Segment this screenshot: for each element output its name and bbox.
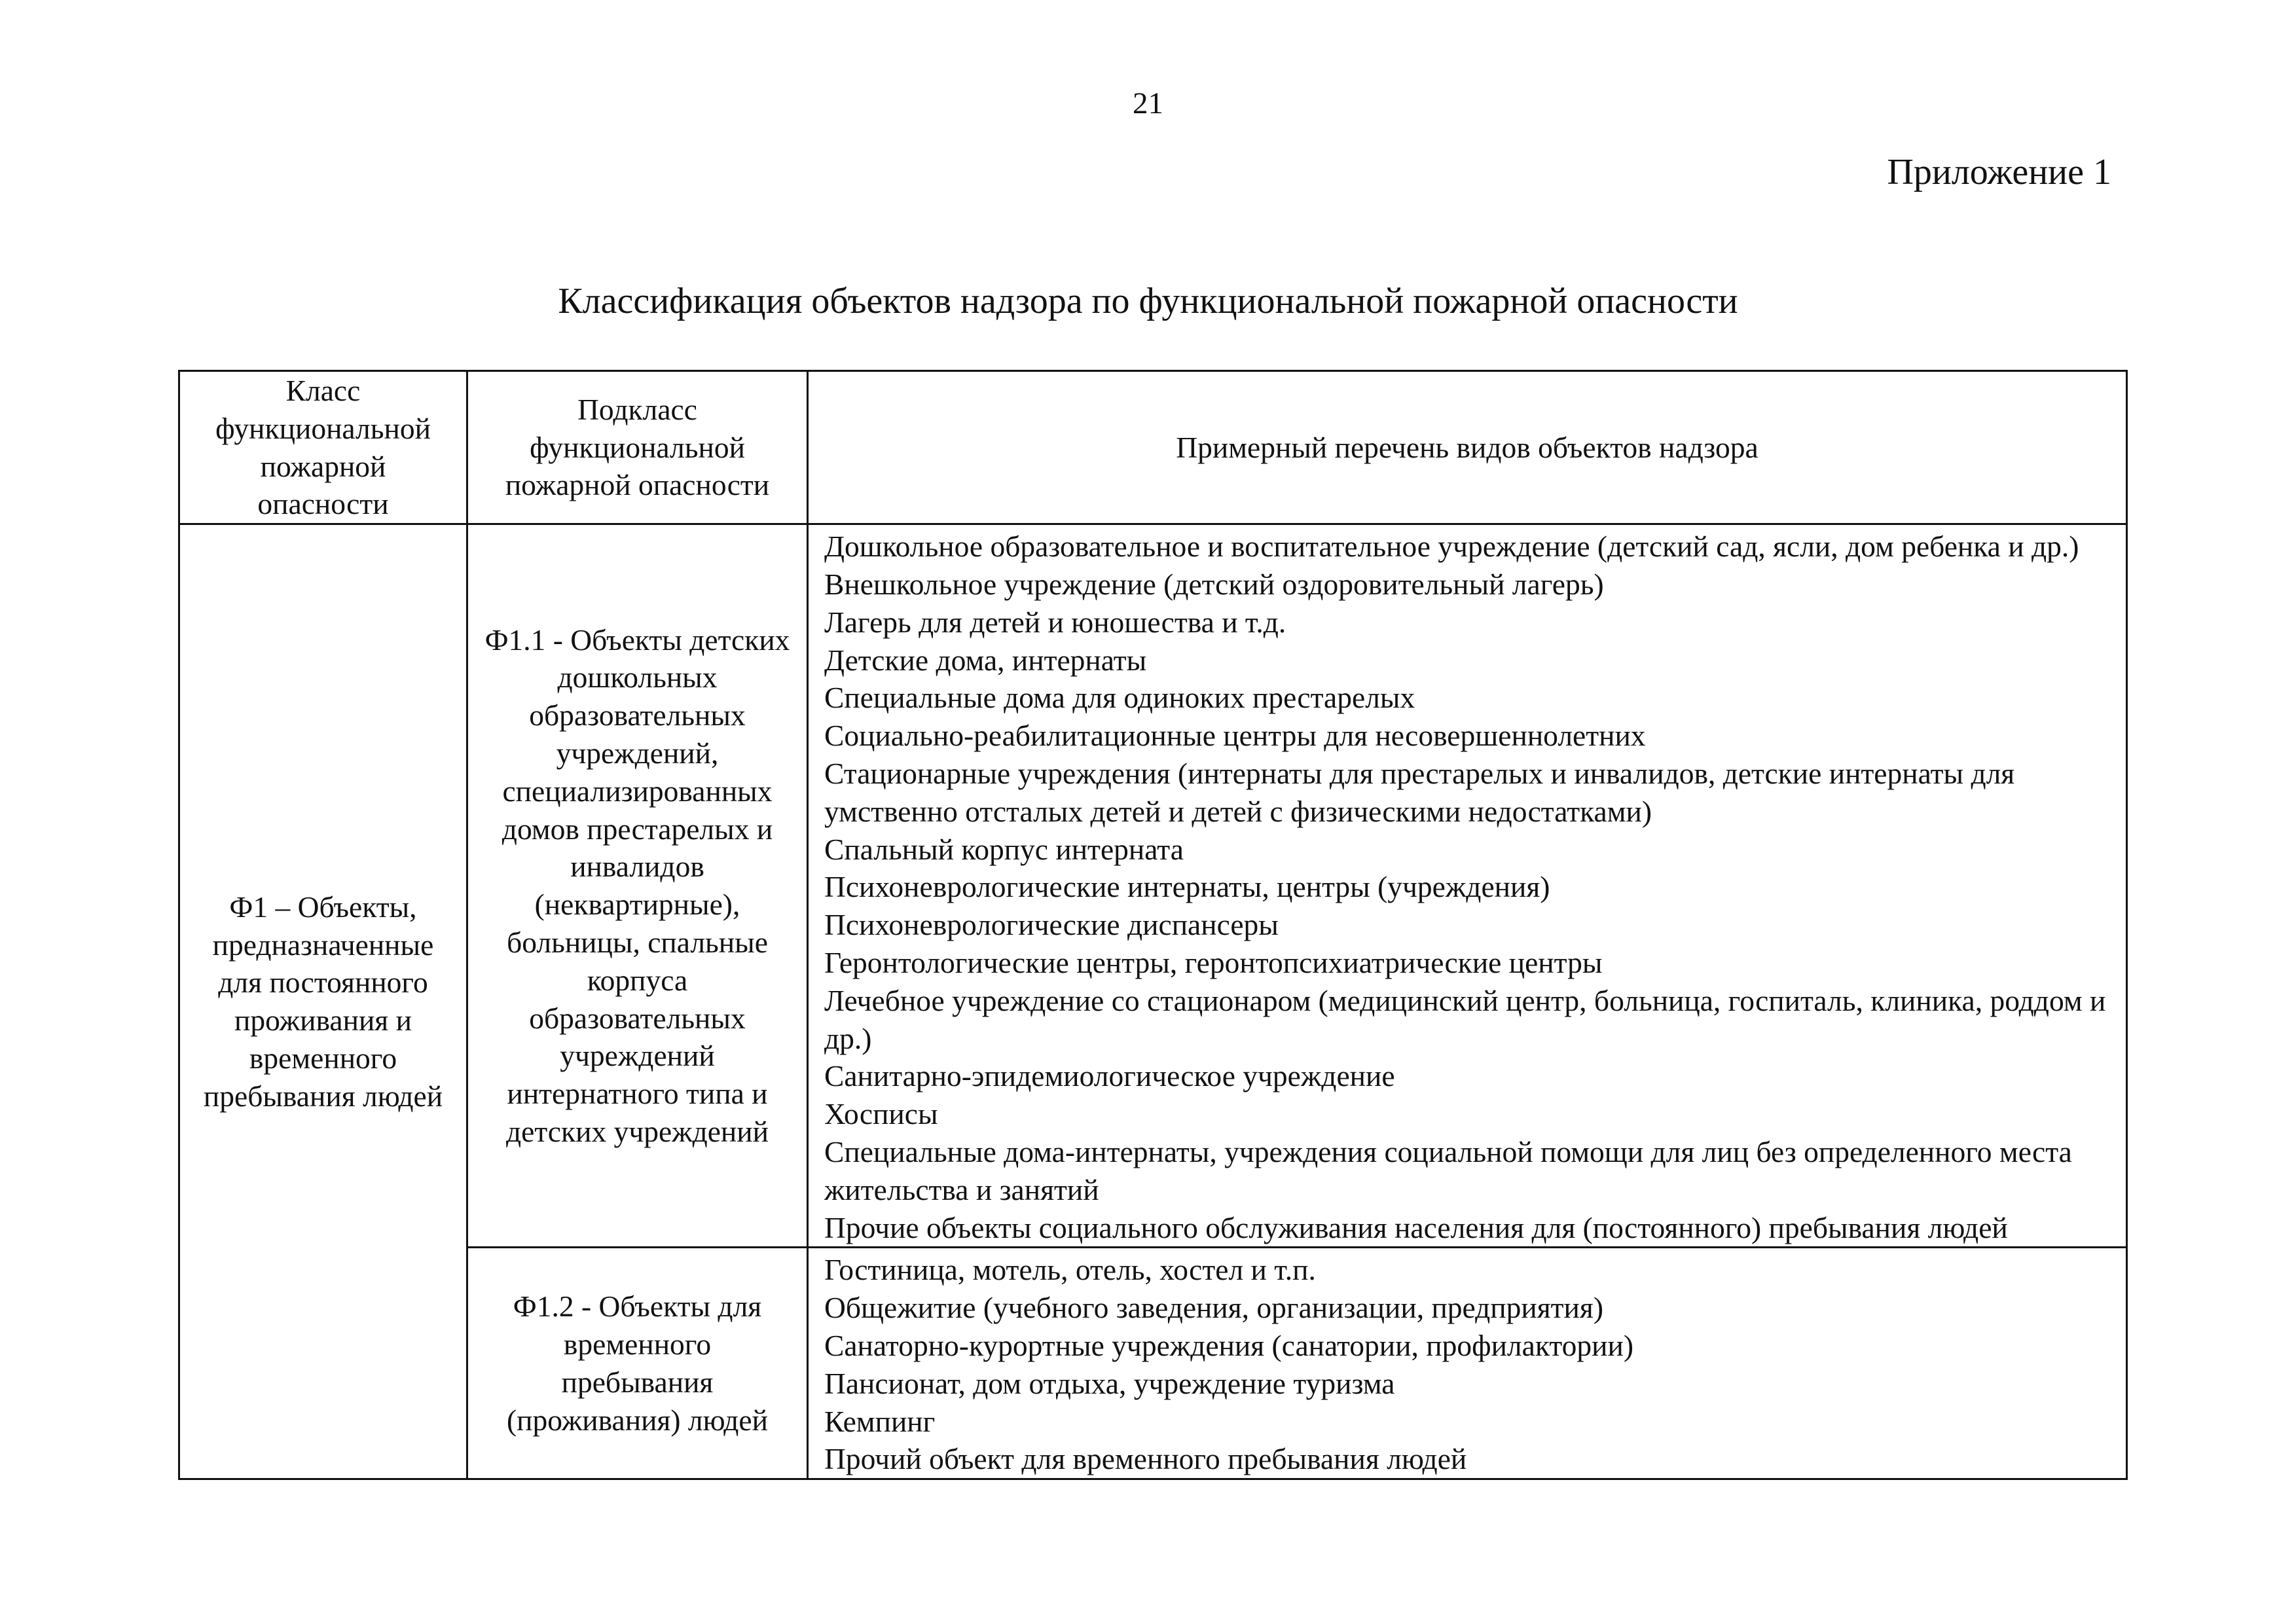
list-item: Хосписы	[824, 1097, 938, 1131]
list-item: Стационарные учреждения (интернаты для престарелых и инвалидов, детские интернаты для умственно отсталых детей и детей с физическими недостатками)	[824, 756, 2015, 828]
header-subclass-text: Подкласс функциональной пожарной опасности	[505, 392, 770, 502]
list-item: Внешкольное учреждение (детский оздоровительный лагерь)	[824, 567, 1604, 601]
document-title: Классификация объектов надзора по функциональной пожарной опасности	[558, 281, 1738, 321]
list-item: Психоневрологические диспансеры	[824, 908, 1279, 942]
classification-table	[178, 370, 2128, 1480]
header-list	[808, 371, 2127, 524]
subclass-f1-1-text: Ф1.1 - Объекты детских дошкольных образовательных учреждений, специализированных домов престарелых и инвалидов (неквартирные), больницы, спальные корпуса образовательных учреждений интернатного типа и детских учреждений	[484, 623, 790, 1149]
subclass-f1-2-text: Ф1.2 - Объекты для временного пребывания (проживания) людей	[507, 1290, 768, 1437]
table-header-row	[179, 371, 2127, 524]
list-item: Спальный корпус интерната	[824, 832, 1184, 866]
list-item: Кемпинг	[824, 1404, 936, 1438]
list-item: Прочий объект для временного пребывания людей	[824, 1442, 1467, 1476]
header-class-text: Класс функциональной пожарной опасности	[215, 374, 431, 521]
list-item: Специальные дома для одиноких престарелых	[824, 681, 1415, 715]
list-item: Гостиница, мотель, отель, хостел и т.п.	[824, 1253, 1316, 1287]
list-item: Пансионат, дом отдыха, учреждение туризма	[824, 1366, 1395, 1400]
list-item: Геронтологические центры, геронтопсихиатрические центры	[824, 945, 1603, 979]
subclass-f1-2-cell	[467, 1248, 808, 1479]
list-item: Прочие объекты социального обслуживания населения для (постоянного) пребывания людей	[824, 1210, 2008, 1244]
list-item: Дошкольное образовательное и воспитательное учреждение (детский сад, ясли, дом ребенка и др.)	[824, 530, 2079, 564]
header-class	[179, 371, 467, 524]
header-subclass	[467, 371, 808, 524]
subclass-f1-1-cell	[467, 524, 808, 1248]
list-item: Санаторно-курортные учреждения (санатории, профилактории)	[824, 1328, 1633, 1362]
list-item: Общежитие (учебного заведения, организации, предприятия)	[824, 1291, 1603, 1325]
list-item: Детские дома, интернаты	[824, 643, 1147, 677]
appendix-label: Приложение 1	[1887, 152, 2111, 192]
list-item: Специальные дома-интернаты, учреждения социальной помощи для лиц без определенного места жительства и занятий	[824, 1134, 2072, 1206]
list-item: Санитарно-эпидемиологическое учреждение	[824, 1059, 1395, 1093]
list-item: Социально-реабилитационные центры для несовершеннолетних	[824, 719, 1646, 753]
list-f1-2-cell	[808, 1248, 2127, 1479]
class-f1-cell	[179, 524, 467, 1479]
list-item: Лагерь для детей и юношества и т.д.	[824, 605, 1286, 639]
list-item: Психоневрологические интернаты, центры (учреждения)	[824, 870, 1550, 904]
table-row-f1-1	[179, 524, 2127, 1248]
page-number: 21	[1133, 86, 1163, 120]
table-row-f1-2	[179, 1248, 2127, 1479]
header-list-text: Примерный перечень видов объектов надзора	[1176, 430, 1758, 464]
list-item: Лечебное учреждение со стационаром (медицинский центр, больница, госпиталь, клиника, роддом и др.)	[824, 983, 2106, 1055]
class-f1-text: Ф1 – Объекты, предназначенные для постоянного проживания и временного пребывания людей	[203, 890, 443, 1113]
list-f1-1-cell	[808, 524, 2127, 1248]
